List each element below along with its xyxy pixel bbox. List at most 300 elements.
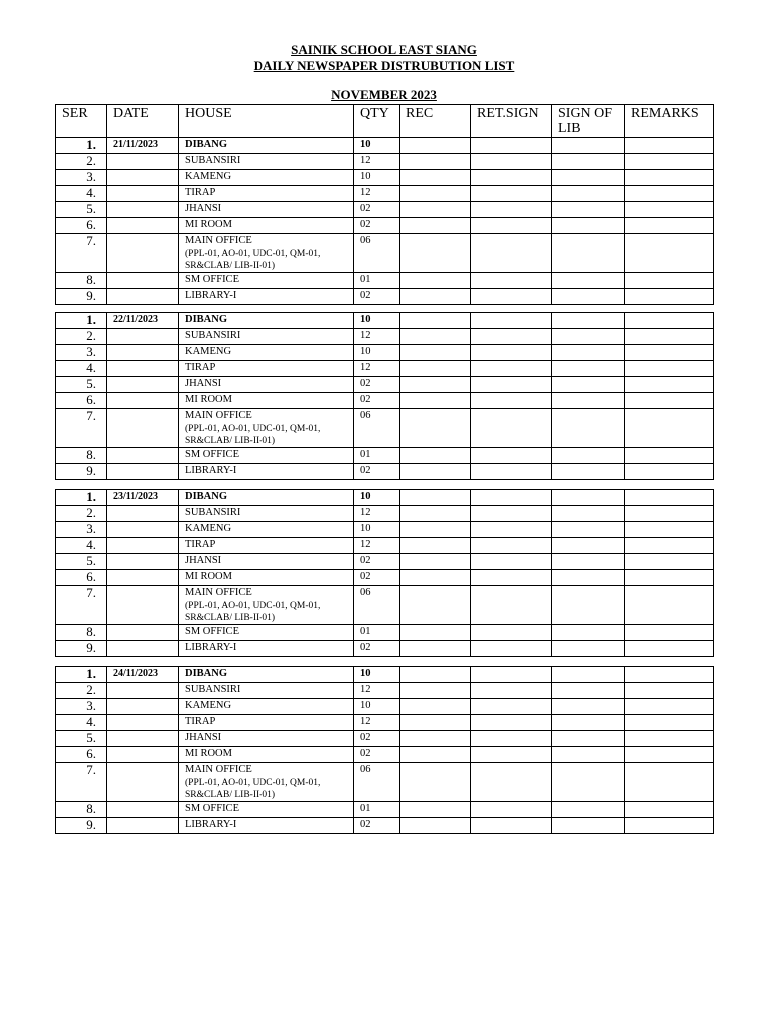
rec-cell	[400, 154, 471, 170]
date-cell	[107, 625, 179, 641]
house-name: LIBRARY-I	[185, 290, 237, 301]
rec-cell	[400, 218, 471, 234]
ret-sign-cell	[471, 667, 552, 683]
remarks-cell	[625, 273, 714, 289]
rec-cell	[400, 667, 471, 683]
ser-cell: 4.	[56, 186, 107, 202]
sign-of-lib-cell	[552, 393, 625, 409]
house-cell	[179, 667, 354, 683]
sign-of-lib-cell	[552, 186, 625, 202]
house-name: MI ROOM	[185, 748, 232, 759]
sign-of-lib-cell	[552, 448, 625, 464]
house-cell	[179, 218, 354, 234]
header-house: HOUSE	[179, 105, 354, 138]
sign-of-lib-cell	[552, 234, 625, 273]
ret-sign-cell	[471, 641, 552, 657]
sign-of-lib-cell	[552, 538, 625, 554]
ret-sign-cell	[471, 570, 552, 586]
ser-cell: 2.	[56, 506, 107, 522]
table-row	[56, 345, 714, 361]
table-row	[56, 289, 714, 305]
house-name: LIBRARY-I	[185, 465, 237, 476]
house-name: JHANSI	[185, 203, 222, 214]
ser-cell: 9.	[56, 641, 107, 657]
remarks-cell	[625, 731, 714, 747]
sign-of-lib-cell	[552, 273, 625, 289]
qty-cell: 02	[354, 218, 400, 234]
qty-cell: 06	[354, 409, 400, 448]
ser-cell: 5.	[56, 377, 107, 393]
ret-sign-cell	[471, 448, 552, 464]
table-row	[56, 731, 714, 747]
remarks-cell	[625, 218, 714, 234]
header-rec: REC	[400, 105, 471, 138]
rec-cell	[400, 747, 471, 763]
table-row	[56, 522, 714, 538]
header-ser: SER	[56, 105, 107, 138]
school-title: SAINIK SCHOOL EAST SIANG	[291, 42, 477, 57]
remarks-cell	[625, 154, 714, 170]
ser-cell: 8.	[56, 802, 107, 818]
date-cell	[107, 683, 179, 699]
rec-cell	[400, 818, 471, 834]
rec-cell	[400, 538, 471, 554]
house-name: DIBANG	[185, 314, 228, 325]
rec-cell	[400, 802, 471, 818]
ret-sign-cell	[471, 625, 552, 641]
date-cell	[107, 506, 179, 522]
distribution-table-day-2	[55, 312, 714, 480]
table-row	[56, 715, 714, 731]
remarks-cell	[625, 715, 714, 731]
table-row	[56, 586, 714, 625]
house-name: JHANSI	[185, 378, 222, 389]
house-name: KAMENG	[185, 523, 232, 534]
ret-sign-cell	[471, 490, 552, 506]
sign-of-lib-cell	[552, 218, 625, 234]
ser-cell: 4.	[56, 538, 107, 554]
ret-sign-cell	[471, 715, 552, 731]
table-row	[56, 802, 714, 818]
ser-cell: 7.	[56, 409, 107, 448]
sign-of-lib-cell	[552, 625, 625, 641]
rec-cell	[400, 490, 471, 506]
house-name: KAMENG	[185, 700, 232, 711]
rec-cell	[400, 464, 471, 480]
ser-cell: 8.	[56, 625, 107, 641]
remarks-cell	[625, 313, 714, 329]
ret-sign-cell	[471, 586, 552, 625]
ret-sign-cell	[471, 313, 552, 329]
remarks-cell	[625, 570, 714, 586]
date-cell	[107, 448, 179, 464]
rec-cell	[400, 345, 471, 361]
house-cell	[179, 506, 354, 522]
qty-cell: 10	[354, 667, 400, 683]
table-row	[56, 313, 714, 329]
rec-cell	[400, 329, 471, 345]
rec-cell	[400, 522, 471, 538]
ret-sign-cell	[471, 345, 552, 361]
table-row	[56, 570, 714, 586]
date-cell	[107, 554, 179, 570]
date-cell: 22/11/2023	[107, 313, 179, 329]
table-row	[56, 683, 714, 699]
qty-cell: 10	[354, 699, 400, 715]
qty-cell: 06	[354, 763, 400, 802]
ser-cell: 9.	[56, 289, 107, 305]
qty-cell: 06	[354, 586, 400, 625]
ser-cell: 4.	[56, 361, 107, 377]
ret-sign-cell	[471, 234, 552, 273]
sign-of-lib-cell	[552, 586, 625, 625]
ser-cell: 5.	[56, 202, 107, 218]
house-cell	[179, 345, 354, 361]
sign-of-lib-cell	[552, 202, 625, 218]
date-cell	[107, 641, 179, 657]
date-cell	[107, 570, 179, 586]
date-cell	[107, 586, 179, 625]
table-row	[56, 154, 714, 170]
remarks-cell	[625, 186, 714, 202]
table-row	[56, 490, 714, 506]
sign-of-lib-cell	[552, 667, 625, 683]
rec-cell	[400, 625, 471, 641]
date-cell	[107, 218, 179, 234]
sign-of-lib-cell	[552, 699, 625, 715]
table-row	[56, 818, 714, 834]
table-row	[56, 218, 714, 234]
ser-cell: 9.	[56, 464, 107, 480]
rec-cell	[400, 586, 471, 625]
table-row	[56, 554, 714, 570]
qty-cell: 02	[354, 554, 400, 570]
house-cell	[179, 570, 354, 586]
rec-cell	[400, 641, 471, 657]
ser-cell: 6.	[56, 218, 107, 234]
rec-cell	[400, 393, 471, 409]
qty-cell: 01	[354, 448, 400, 464]
header-sign-of-lib: SIGN OF LIB	[552, 105, 625, 138]
qty-cell: 10	[354, 345, 400, 361]
house-cell	[179, 731, 354, 747]
sign-of-lib-cell	[552, 313, 625, 329]
house-cell	[179, 154, 354, 170]
qty-cell: 10	[354, 170, 400, 186]
table-row	[56, 699, 714, 715]
ser-cell: 9.	[56, 818, 107, 834]
ret-sign-cell	[471, 818, 552, 834]
table-row	[56, 361, 714, 377]
house-detail: (PPL-01, AO-01, UDC-01, QM-01, SR&CLAB/ LIB-II-01)	[185, 601, 321, 623]
house-cell	[179, 377, 354, 393]
rec-cell	[400, 273, 471, 289]
qty-cell: 02	[354, 377, 400, 393]
remarks-cell	[625, 377, 714, 393]
remarks-cell	[625, 289, 714, 305]
ser-cell: 3.	[56, 699, 107, 715]
ret-sign-cell	[471, 683, 552, 699]
house-cell	[179, 138, 354, 154]
ret-sign-cell	[471, 393, 552, 409]
header-remarks: REMARKS	[625, 105, 714, 138]
date-cell	[107, 731, 179, 747]
table-row	[56, 763, 714, 802]
date-cell: 24/11/2023	[107, 667, 179, 683]
remarks-cell	[625, 522, 714, 538]
house-name: SM OFFICE	[185, 803, 239, 814]
qty-cell: 10	[354, 138, 400, 154]
ret-sign-cell	[471, 377, 552, 393]
remarks-cell	[625, 202, 714, 218]
house-name: SUBANSIRI	[185, 507, 241, 518]
remarks-cell	[625, 586, 714, 625]
ret-sign-cell	[471, 699, 552, 715]
ret-sign-cell	[471, 138, 552, 154]
house-name: TIRAP	[185, 539, 216, 550]
sign-of-lib-cell	[552, 409, 625, 448]
house-cell	[179, 625, 354, 641]
date-cell	[107, 170, 179, 186]
qty-cell: 12	[354, 154, 400, 170]
ret-sign-cell	[471, 538, 552, 554]
sign-of-lib-cell	[552, 361, 625, 377]
rec-cell	[400, 202, 471, 218]
sign-of-lib-cell	[552, 570, 625, 586]
ser-cell: 3.	[56, 345, 107, 361]
remarks-cell	[625, 234, 714, 273]
house-cell	[179, 464, 354, 480]
sign-of-lib-cell	[552, 154, 625, 170]
header-date: DATE	[107, 105, 179, 138]
rec-cell	[400, 699, 471, 715]
house-name: MI ROOM	[185, 219, 232, 230]
date-cell	[107, 818, 179, 834]
ret-sign-cell	[471, 329, 552, 345]
qty-cell: 02	[354, 570, 400, 586]
ser-cell: 3.	[56, 522, 107, 538]
house-name: MAIN OFFICE	[185, 235, 252, 246]
house-name: TIRAP	[185, 187, 216, 198]
qty-cell: 06	[354, 234, 400, 273]
date-cell: 21/11/2023	[107, 138, 179, 154]
rec-cell	[400, 138, 471, 154]
qty-cell: 01	[354, 802, 400, 818]
date-cell	[107, 522, 179, 538]
ret-sign-cell	[471, 802, 552, 818]
date-cell	[107, 234, 179, 273]
table-row	[56, 170, 714, 186]
qty-cell: 01	[354, 273, 400, 289]
sign-of-lib-cell	[552, 329, 625, 345]
sign-of-lib-cell	[552, 464, 625, 480]
house-cell	[179, 361, 354, 377]
qty-cell: 02	[354, 289, 400, 305]
table-row	[56, 747, 714, 763]
remarks-cell	[625, 554, 714, 570]
house-cell	[179, 554, 354, 570]
date-cell	[107, 361, 179, 377]
ser-cell: 2.	[56, 154, 107, 170]
house-cell	[179, 202, 354, 218]
house-name: MI ROOM	[185, 571, 232, 582]
house-name: SUBANSIRI	[185, 330, 241, 341]
qty-cell: 12	[354, 715, 400, 731]
sign-of-lib-cell	[552, 490, 625, 506]
house-cell	[179, 409, 354, 448]
sign-of-lib-cell	[552, 731, 625, 747]
ret-sign-cell	[471, 747, 552, 763]
house-cell	[179, 490, 354, 506]
date-cell	[107, 538, 179, 554]
ser-cell: 4.	[56, 715, 107, 731]
remarks-cell	[625, 802, 714, 818]
ret-sign-cell	[471, 170, 552, 186]
ser-cell: 5.	[56, 554, 107, 570]
qty-cell: 01	[354, 625, 400, 641]
rec-cell	[400, 313, 471, 329]
remarks-cell	[625, 667, 714, 683]
house-cell	[179, 641, 354, 657]
date-cell	[107, 409, 179, 448]
remarks-cell	[625, 464, 714, 480]
house-detail: (PPL-01, AO-01, UDC-01, QM-01, SR&CLAB/ LIB-II-01)	[185, 249, 321, 271]
table-row	[56, 464, 714, 480]
date-cell	[107, 464, 179, 480]
list-title: DAILY NEWSPAPER DISTRUBUTION LIST	[253, 58, 515, 73]
house-cell	[179, 699, 354, 715]
house-cell	[179, 234, 354, 273]
house-name: SM OFFICE	[185, 449, 239, 460]
date-cell	[107, 763, 179, 802]
ret-sign-cell	[471, 361, 552, 377]
date-cell: 23/11/2023	[107, 490, 179, 506]
house-name: JHANSI	[185, 555, 222, 566]
house-name: KAMENG	[185, 171, 232, 182]
table-row	[56, 234, 714, 273]
remarks-cell	[625, 138, 714, 154]
sign-of-lib-cell	[552, 763, 625, 802]
qty-cell: 12	[354, 361, 400, 377]
ser-cell: 5.	[56, 731, 107, 747]
rec-cell	[400, 186, 471, 202]
house-name: JHANSI	[185, 732, 222, 743]
house-cell	[179, 818, 354, 834]
house-name: LIBRARY-I	[185, 819, 237, 830]
qty-cell: 12	[354, 683, 400, 699]
rec-cell	[400, 715, 471, 731]
house-name: SM OFFICE	[185, 274, 239, 285]
house-name: MAIN OFFICE	[185, 587, 252, 598]
remarks-cell	[625, 506, 714, 522]
remarks-cell	[625, 448, 714, 464]
qty-cell: 10	[354, 313, 400, 329]
house-name: DIBANG	[185, 668, 228, 679]
table-row	[56, 506, 714, 522]
date-cell	[107, 747, 179, 763]
date-cell	[107, 186, 179, 202]
ret-sign-cell	[471, 186, 552, 202]
rec-cell	[400, 763, 471, 802]
ret-sign-cell	[471, 554, 552, 570]
house-cell	[179, 393, 354, 409]
house-cell	[179, 522, 354, 538]
remarks-cell	[625, 747, 714, 763]
ret-sign-cell	[471, 464, 552, 480]
date-cell	[107, 329, 179, 345]
qty-cell: 02	[354, 747, 400, 763]
date-cell	[107, 273, 179, 289]
date-cell	[107, 715, 179, 731]
table-row	[56, 186, 714, 202]
remarks-cell	[625, 538, 714, 554]
distribution-table-day-1	[55, 104, 714, 305]
rec-cell	[400, 234, 471, 273]
date-cell	[107, 393, 179, 409]
ser-cell: 6.	[56, 393, 107, 409]
sign-of-lib-cell	[552, 345, 625, 361]
table-row	[56, 667, 714, 683]
house-cell	[179, 273, 354, 289]
date-cell	[107, 377, 179, 393]
house-name: SUBANSIRI	[185, 684, 241, 695]
ser-cell: 8.	[56, 448, 107, 464]
house-cell	[179, 186, 354, 202]
remarks-cell	[625, 625, 714, 641]
remarks-cell	[625, 490, 714, 506]
rec-cell	[400, 448, 471, 464]
qty-cell: 02	[354, 202, 400, 218]
qty-cell: 12	[354, 506, 400, 522]
remarks-cell	[625, 641, 714, 657]
house-cell	[179, 586, 354, 625]
table-row	[56, 329, 714, 345]
table-row	[56, 273, 714, 289]
table-row	[56, 202, 714, 218]
remarks-cell	[625, 683, 714, 699]
sign-of-lib-cell	[552, 802, 625, 818]
remarks-cell	[625, 699, 714, 715]
ser-cell: 2.	[56, 329, 107, 345]
remarks-cell	[625, 818, 714, 834]
remarks-cell	[625, 170, 714, 186]
house-cell	[179, 313, 354, 329]
distribution-table-day-4	[55, 666, 714, 834]
house-name: MI ROOM	[185, 394, 232, 405]
date-cell	[107, 345, 179, 361]
remarks-cell	[625, 763, 714, 802]
date-cell	[107, 154, 179, 170]
sign-of-lib-cell	[552, 506, 625, 522]
qty-cell: 10	[354, 522, 400, 538]
ser-cell: 1.	[56, 667, 107, 683]
qty-cell: 02	[354, 731, 400, 747]
table-row	[56, 448, 714, 464]
rec-cell	[400, 377, 471, 393]
sign-of-lib-cell	[552, 377, 625, 393]
house-name: SUBANSIRI	[185, 155, 241, 166]
sign-of-lib-cell	[552, 289, 625, 305]
ret-sign-cell	[471, 154, 552, 170]
sign-of-lib-cell	[552, 747, 625, 763]
house-name: KAMENG	[185, 346, 232, 357]
ret-sign-cell	[471, 763, 552, 802]
ret-sign-cell	[471, 289, 552, 305]
sign-of-lib-cell	[552, 138, 625, 154]
qty-cell: 12	[354, 186, 400, 202]
ser-cell: 7.	[56, 763, 107, 802]
table-row	[56, 538, 714, 554]
